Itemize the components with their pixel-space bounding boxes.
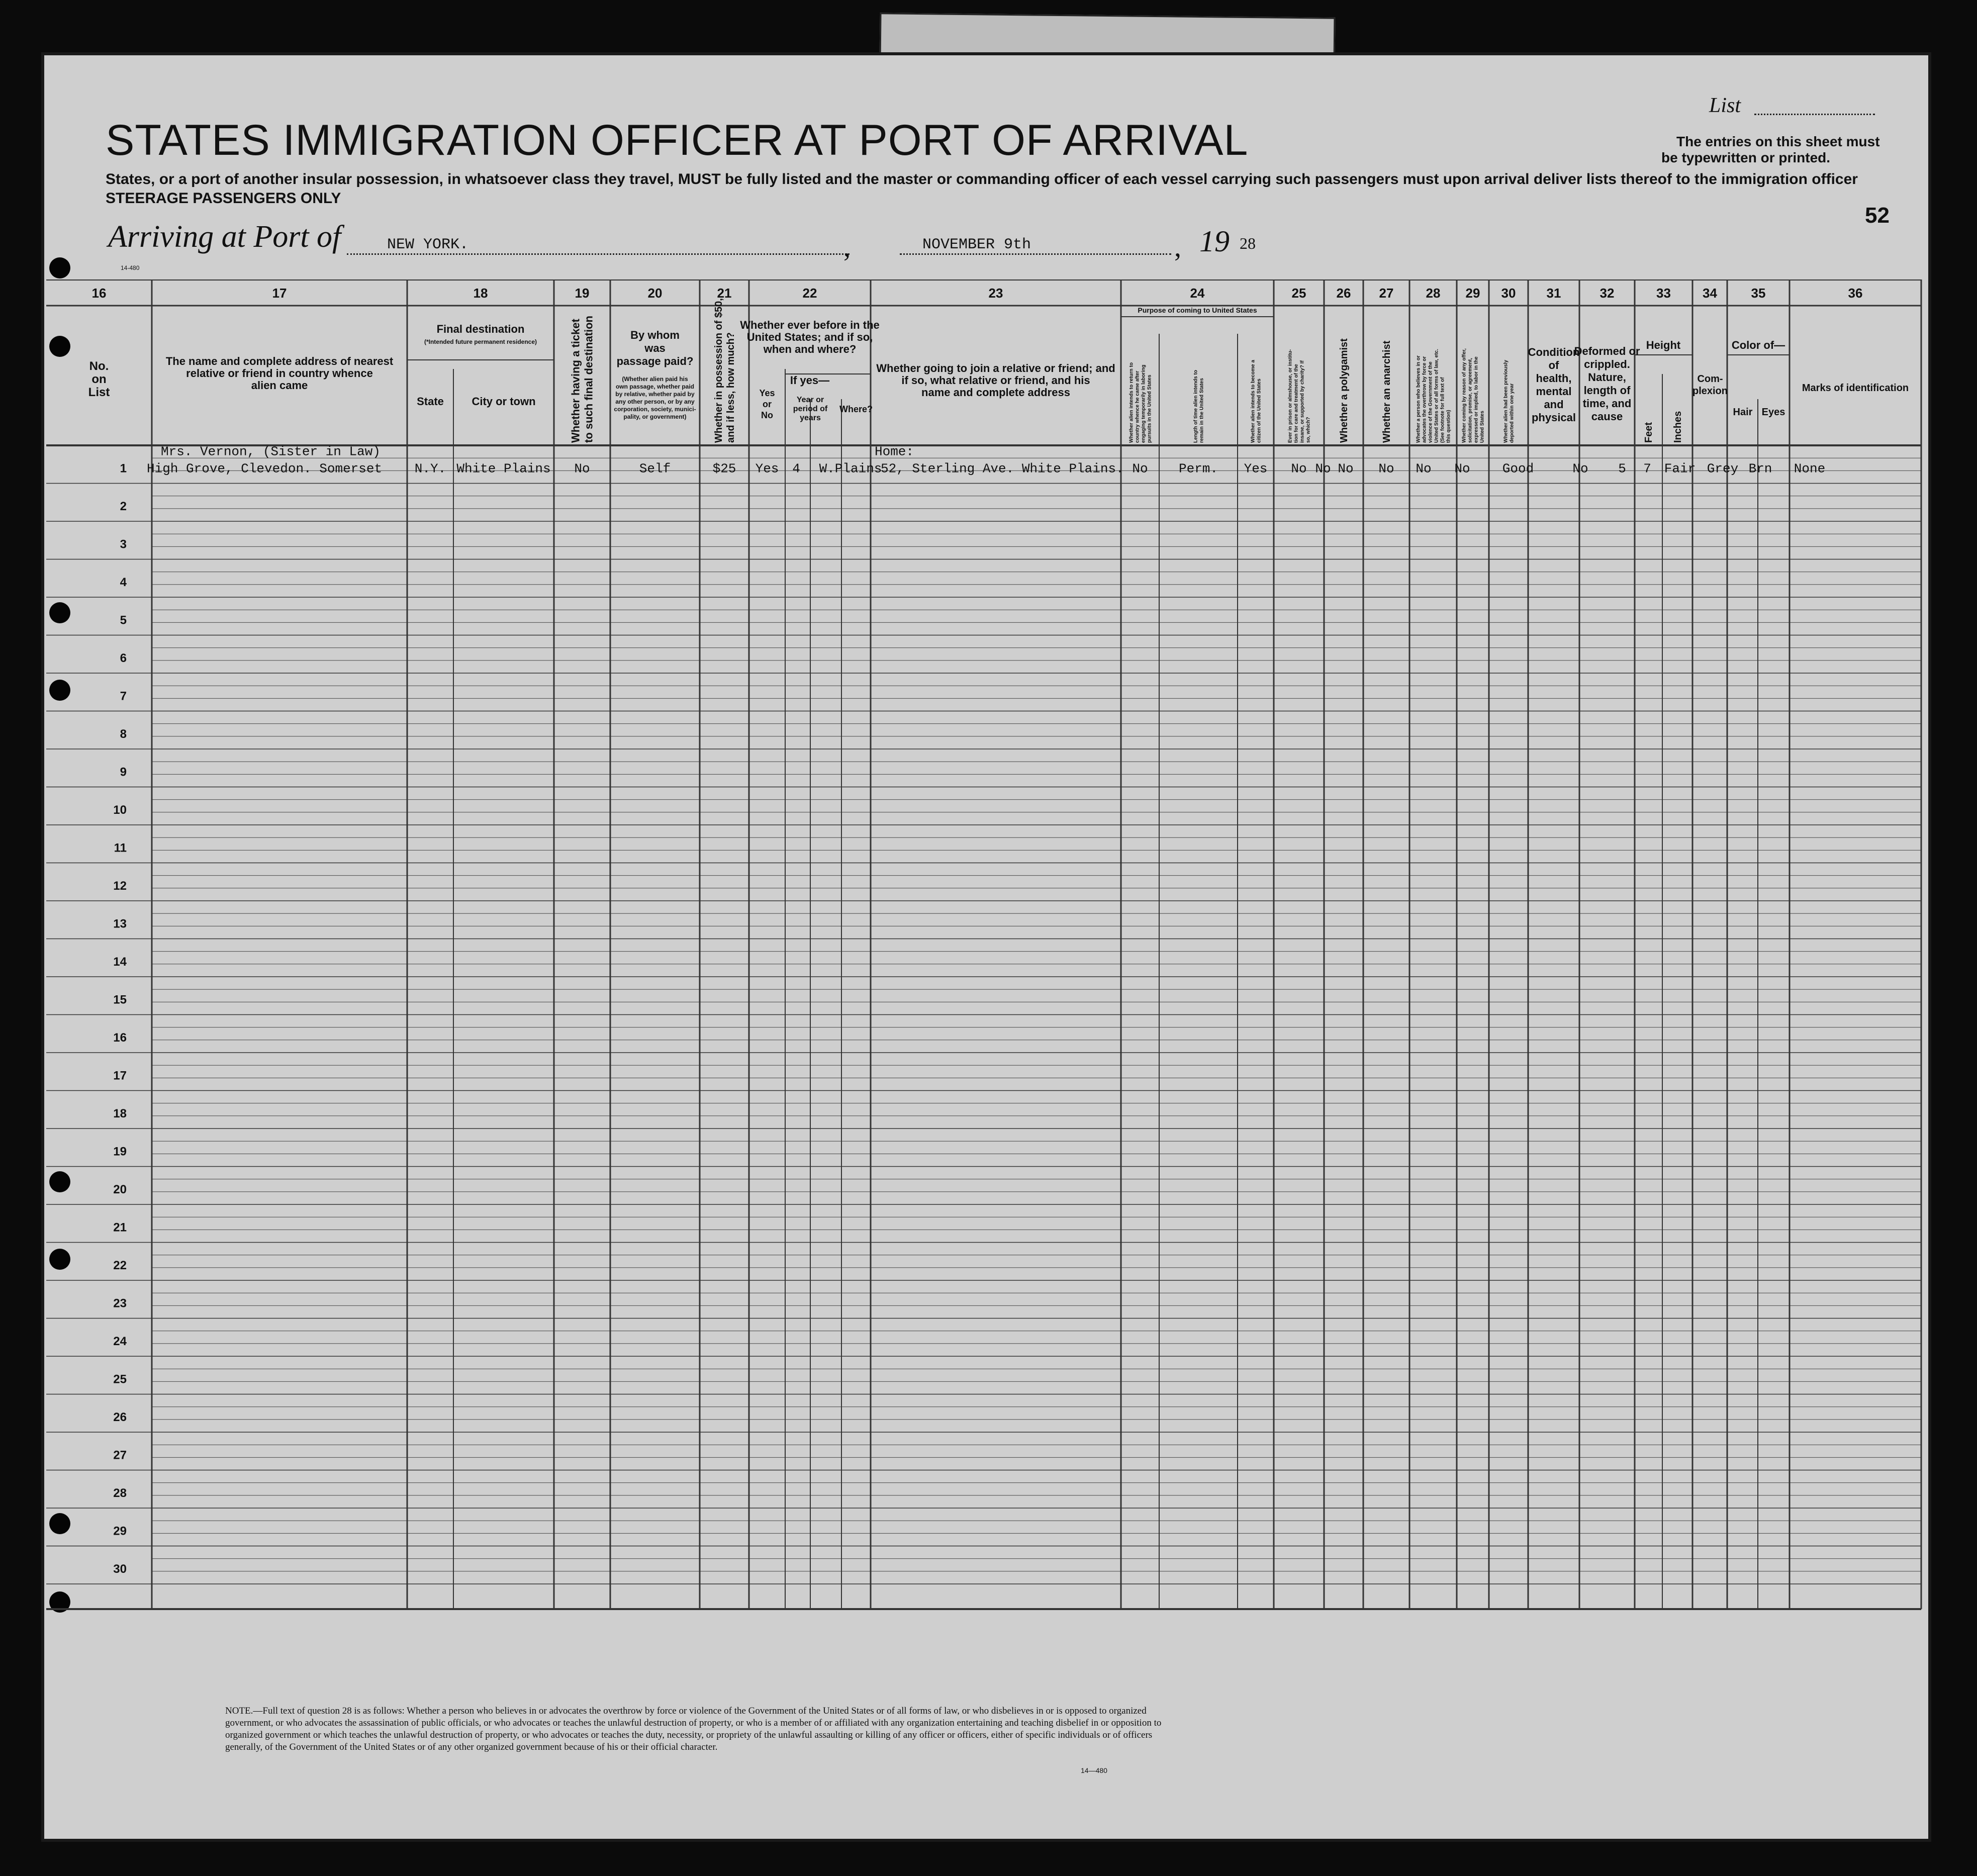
- form-number: 14-480: [121, 264, 140, 271]
- header-been-before: when and where?: [763, 343, 857, 355]
- entry-state: N.Y.: [414, 461, 446, 477]
- header-passage-paid: was: [644, 342, 666, 354]
- header-joining: Whether going to join a relative or friend; and: [876, 362, 1115, 374]
- entry-health: Good: [1502, 461, 1534, 477]
- entry-money: $25: [712, 461, 736, 477]
- header-passage-note: (Whether alien paid his: [622, 376, 688, 383]
- relative-line1: Mrs. Vernon, (Sister in Law): [161, 444, 381, 459]
- header-overthrow: violence of the Government of the: [1428, 361, 1434, 443]
- header-polygamist: Whether a polygamist: [1339, 338, 1350, 443]
- row-number: 3: [120, 537, 127, 551]
- header-been-before: United States; and if so,: [746, 331, 873, 343]
- joining-line2: 52, Sterling Ave. White Plains.: [881, 461, 1124, 477]
- column-number: 32: [1599, 286, 1615, 301]
- header-health: health,: [1536, 372, 1572, 385]
- header-citizen-intent: citizen of the United States: [1256, 379, 1262, 443]
- year-suffix: 28: [1240, 234, 1256, 252]
- header-length-stay: Length of time alien intends to: [1193, 370, 1199, 443]
- header-no-on-list: on: [91, 372, 107, 386]
- header-ticket: to such final destination: [582, 315, 595, 443]
- manifest-table: [46, 279, 1926, 1677]
- header-overthrow: advocates the overthrow by force or: [1422, 356, 1428, 443]
- header-citizen-intent: Whether alien intends to become a: [1250, 359, 1256, 443]
- header-joining: if so, what relative or friend, and his: [901, 374, 1090, 387]
- entry-complexion: Fair: [1664, 461, 1696, 477]
- header-passage-note: any other person, or by any: [615, 398, 695, 405]
- joining-line1: Home:: [875, 444, 914, 459]
- header-health: and: [1544, 398, 1564, 411]
- header-passage-note: by relative, whether paid by: [615, 391, 695, 398]
- row-number: 21: [113, 1221, 127, 1235]
- header-labor-offer: United States: [1479, 411, 1485, 443]
- header-return-intent: country whence he came after: [1135, 370, 1141, 443]
- arriving-label: Arriving at Port of: [108, 220, 341, 254]
- entry-inches: 7: [1643, 461, 1651, 477]
- column-number: 25: [1291, 286, 1306, 301]
- header-if-yes: If yes—: [790, 374, 830, 387]
- header-final-destination: Final destination: [436, 323, 525, 335]
- punch-hole: [49, 257, 70, 278]
- header-prison: tion for care and treatment of the: [1293, 364, 1299, 443]
- relative-line2: High Grove, Clevedon. Somerset: [147, 461, 383, 477]
- subtitle-steerage: STEERAGE PASSENGERS ONLY: [106, 190, 341, 207]
- row-number: 6: [120, 651, 127, 665]
- entry-length-stay: Perm.: [1178, 461, 1218, 477]
- header-passage-paid: By whom: [630, 329, 680, 341]
- column-number: 36: [1848, 286, 1863, 301]
- header-deformed: Deformed or: [1574, 345, 1640, 357]
- year-prefix: 19: [1199, 225, 1230, 258]
- header-overthrow: this question): [1446, 410, 1452, 443]
- row-number: 27: [113, 1448, 127, 1462]
- column-number: 30: [1501, 286, 1516, 301]
- column-number: 24: [1190, 286, 1205, 301]
- header-height: Height: [1646, 339, 1681, 351]
- row-number: 1: [120, 461, 127, 476]
- column-number: 18: [473, 286, 488, 301]
- header-feet: Feet: [1643, 422, 1654, 443]
- column-number: 19: [575, 286, 590, 301]
- header-no-on-list: No.: [89, 359, 109, 373]
- column-number: 29: [1465, 286, 1480, 301]
- entry-been-before: Yes: [755, 461, 779, 477]
- row-number: 10: [113, 803, 127, 817]
- header-labor-offer: expressed or implied, to labor in the: [1473, 356, 1479, 443]
- row-number: 5: [120, 613, 127, 627]
- header-deported: Whether alien had been previously: [1503, 359, 1509, 443]
- header-final-destination-note: (*Intended future permanent residence): [424, 338, 537, 345]
- entry-polygamist: No: [1315, 461, 1331, 477]
- column-number: 26: [1336, 286, 1351, 301]
- row-number: 8: [120, 727, 127, 741]
- header-passage-paid: passage paid?: [616, 355, 694, 367]
- subtitle-instructions: States, or a port of another insular possession, in whatsoever class they travel, MUST be fully listed and the master or commanding officer of each vessel carrying such passengers must upon arrival deliver lists thereof to the immigration officer: [106, 171, 1858, 187]
- entry-passage-paid: Self: [639, 461, 671, 477]
- entry-return-intent: No: [1132, 461, 1148, 477]
- column-number: 21: [717, 286, 732, 301]
- header-been-before: Whether ever before in the: [740, 319, 880, 331]
- date-value: NOVEMBER 9th: [922, 236, 1031, 253]
- row-number: 26: [113, 1411, 127, 1424]
- footer-form-number: 14—480: [1081, 1766, 1107, 1774]
- header-purpose: Purpose of coming to United States: [1138, 306, 1257, 314]
- header-money: and if less, how much?: [725, 332, 736, 443]
- typewritten-notice-line2: be typewritten or printed.: [1661, 150, 1831, 165]
- row-number: 4: [120, 576, 127, 589]
- entry-city: White Plains: [456, 461, 551, 477]
- row-number: 18: [113, 1107, 127, 1120]
- row-number: 2: [120, 500, 127, 513]
- header-deformed: Nature,: [1588, 371, 1626, 384]
- header-where: Where?: [839, 404, 873, 414]
- column-number: 35: [1751, 286, 1766, 301]
- header-eyes: Eyes: [1761, 407, 1785, 418]
- entry-citizen-intent: Yes: [1244, 461, 1268, 477]
- header-inches: Inches: [1672, 411, 1683, 443]
- header-overthrow: (See footnote for full text of: [1440, 377, 1446, 443]
- header-color-of: Color of—: [1731, 339, 1785, 351]
- header-marks: Marks of identification: [1802, 383, 1909, 394]
- header-deformed: length of: [1583, 384, 1631, 397]
- header-prison: Ever in prison or almshouse, or institu-: [1287, 349, 1293, 443]
- header-return-intent: pursuits in the United States: [1147, 374, 1153, 443]
- row-number: 14: [113, 955, 127, 969]
- row-number: 29: [113, 1524, 127, 1538]
- entry-marks: None: [1794, 461, 1826, 477]
- header-year-period: years: [800, 414, 821, 422]
- port-value: NEW YORK.: [387, 236, 469, 253]
- entry-ticket: No: [574, 461, 590, 477]
- entry-where: W.Plains: [819, 461, 882, 477]
- footnote: NOTE.—Full text of question 28 is as follows: Whether a person who believes in or advocates the overthrow by force or violence of the Government of the United States or of all forms of law, or who disbelieves in or is opposed to organized government, or who advocates the assassination of public officials, or who advocates or teaches the unlawful destruction of property, or who is a member of or affiliated with any organization entertaining and teaching disbelief in or opposition to organized government or which teaches the unlawful destruction of property, or who advocates or teaches the duty, necessity, or propriety of the unlawful assaulting or killing of any officer or officers, either of specific individuals or of officers generally, of the Government of the United States or of any other organized government because of his or their official character.: [225, 1706, 1162, 1752]
- header-relative-address: alien came: [251, 379, 308, 392]
- header-labor-offer: Whether coming by reason of any offer,: [1461, 348, 1467, 443]
- entry-anarchist: No: [1338, 461, 1354, 477]
- row-number: 9: [120, 765, 127, 779]
- header-year-period: period of: [793, 405, 828, 413]
- list-number-field: [1754, 114, 1875, 115]
- header-money: Whether in possession of $50,: [713, 298, 724, 443]
- header-deformed: cause: [1591, 410, 1623, 423]
- header-return-intent: engaging temporarily in laboring: [1141, 364, 1147, 443]
- header-passage-note: pality, or government): [623, 413, 687, 420]
- entry-eyes: Brn: [1748, 461, 1772, 477]
- header-labor-offer: solicitation, promise, or agreement,: [1467, 358, 1473, 443]
- column-number: 27: [1379, 286, 1394, 301]
- row-number: 16: [113, 1031, 127, 1045]
- header-deported: deported within one year: [1509, 383, 1515, 443]
- entry-feet: 5: [1618, 461, 1626, 477]
- header-overthrow: Whether a person who believes in or: [1416, 355, 1422, 443]
- entry-prison: No: [1291, 461, 1307, 477]
- separator: ,: [1174, 232, 1181, 263]
- header-yes-no: or: [763, 399, 772, 409]
- row-number: 25: [113, 1372, 127, 1386]
- port-field-line: [347, 253, 850, 255]
- header-yes-no: Yes: [759, 388, 775, 398]
- header-relative-address: The name and complete address of nearest: [165, 355, 394, 367]
- typewritten-notice-line1: The entries on this sheet must: [1676, 134, 1880, 149]
- header-deformed: time, and: [1582, 397, 1632, 410]
- column-number: 20: [647, 286, 663, 301]
- row-number: 19: [113, 1145, 127, 1159]
- column-number: 31: [1546, 286, 1561, 301]
- row-number: 20: [113, 1183, 127, 1196]
- row-number: 7: [120, 689, 127, 703]
- header-complexion: Com-: [1697, 373, 1723, 385]
- header-length-stay: remain in the United States: [1199, 378, 1205, 443]
- header-anarchist: Whether an anarchist: [1381, 340, 1392, 443]
- header-complexion: plexion: [1692, 386, 1728, 397]
- header-health: of: [1548, 359, 1559, 371]
- header-no-on-list: List: [88, 386, 110, 399]
- column-number: 33: [1656, 286, 1671, 301]
- header-health: mental: [1536, 385, 1572, 398]
- header-joining: name and complete address: [921, 386, 1070, 399]
- header-state: State: [417, 395, 444, 408]
- header-hair: Hair: [1733, 407, 1753, 418]
- entry-deported: No: [1454, 461, 1470, 477]
- row-number: 12: [113, 879, 127, 893]
- column-number: 28: [1426, 286, 1441, 301]
- row-number: 24: [113, 1335, 127, 1348]
- row-number: 13: [113, 917, 127, 931]
- page-number: 52: [1865, 203, 1890, 228]
- column-number: 16: [91, 286, 107, 301]
- header-overthrow: United States or of all forms of law, etc.: [1434, 349, 1440, 443]
- row-number: 28: [113, 1486, 127, 1500]
- list-label: List: [1709, 94, 1741, 117]
- row-number: 22: [113, 1259, 127, 1272]
- column-number: 23: [988, 286, 1003, 301]
- entry-deformed: No: [1572, 461, 1588, 477]
- column-number: 17: [272, 286, 287, 301]
- row-number: 30: [113, 1562, 127, 1576]
- row-number: 23: [113, 1296, 127, 1310]
- entry-hair: Grey: [1707, 461, 1739, 477]
- entry-overthrow: No: [1378, 461, 1394, 477]
- column-number: 34: [1703, 286, 1717, 301]
- header-prison: insane, or supported by charity? If: [1299, 360, 1305, 443]
- header-yes-no: No: [761, 410, 773, 420]
- page-title: STATES IMMIGRATION OFFICER AT PORT OF ARRIVAL: [106, 116, 1249, 164]
- header-health: Condition: [1528, 346, 1580, 358]
- header-deformed: crippled.: [1584, 358, 1630, 370]
- row-number: 17: [113, 1069, 127, 1083]
- header-passage-note: corporation, society, munici-: [614, 406, 696, 413]
- header-prison: so, which?: [1305, 417, 1311, 443]
- header-ticket: Whether having a ticket: [569, 319, 582, 443]
- header-passage-note: own passage, whether paid: [615, 383, 695, 390]
- date-field-line: [900, 253, 1171, 255]
- row-number: 15: [113, 993, 127, 1007]
- header-relative-address: relative or friend in country whence: [186, 367, 373, 380]
- separator: ,: [843, 232, 851, 263]
- header-return-intent: Whether alien intends to return to: [1128, 362, 1135, 443]
- entry-years: 4: [792, 461, 800, 477]
- header-city: City or town: [472, 395, 536, 408]
- header-health: physical: [1531, 411, 1576, 424]
- entry-labor-offer: No: [1416, 461, 1432, 477]
- header-year-period: Year or: [796, 396, 824, 404]
- column-number: 22: [802, 286, 817, 301]
- row-number: 11: [114, 841, 127, 855]
